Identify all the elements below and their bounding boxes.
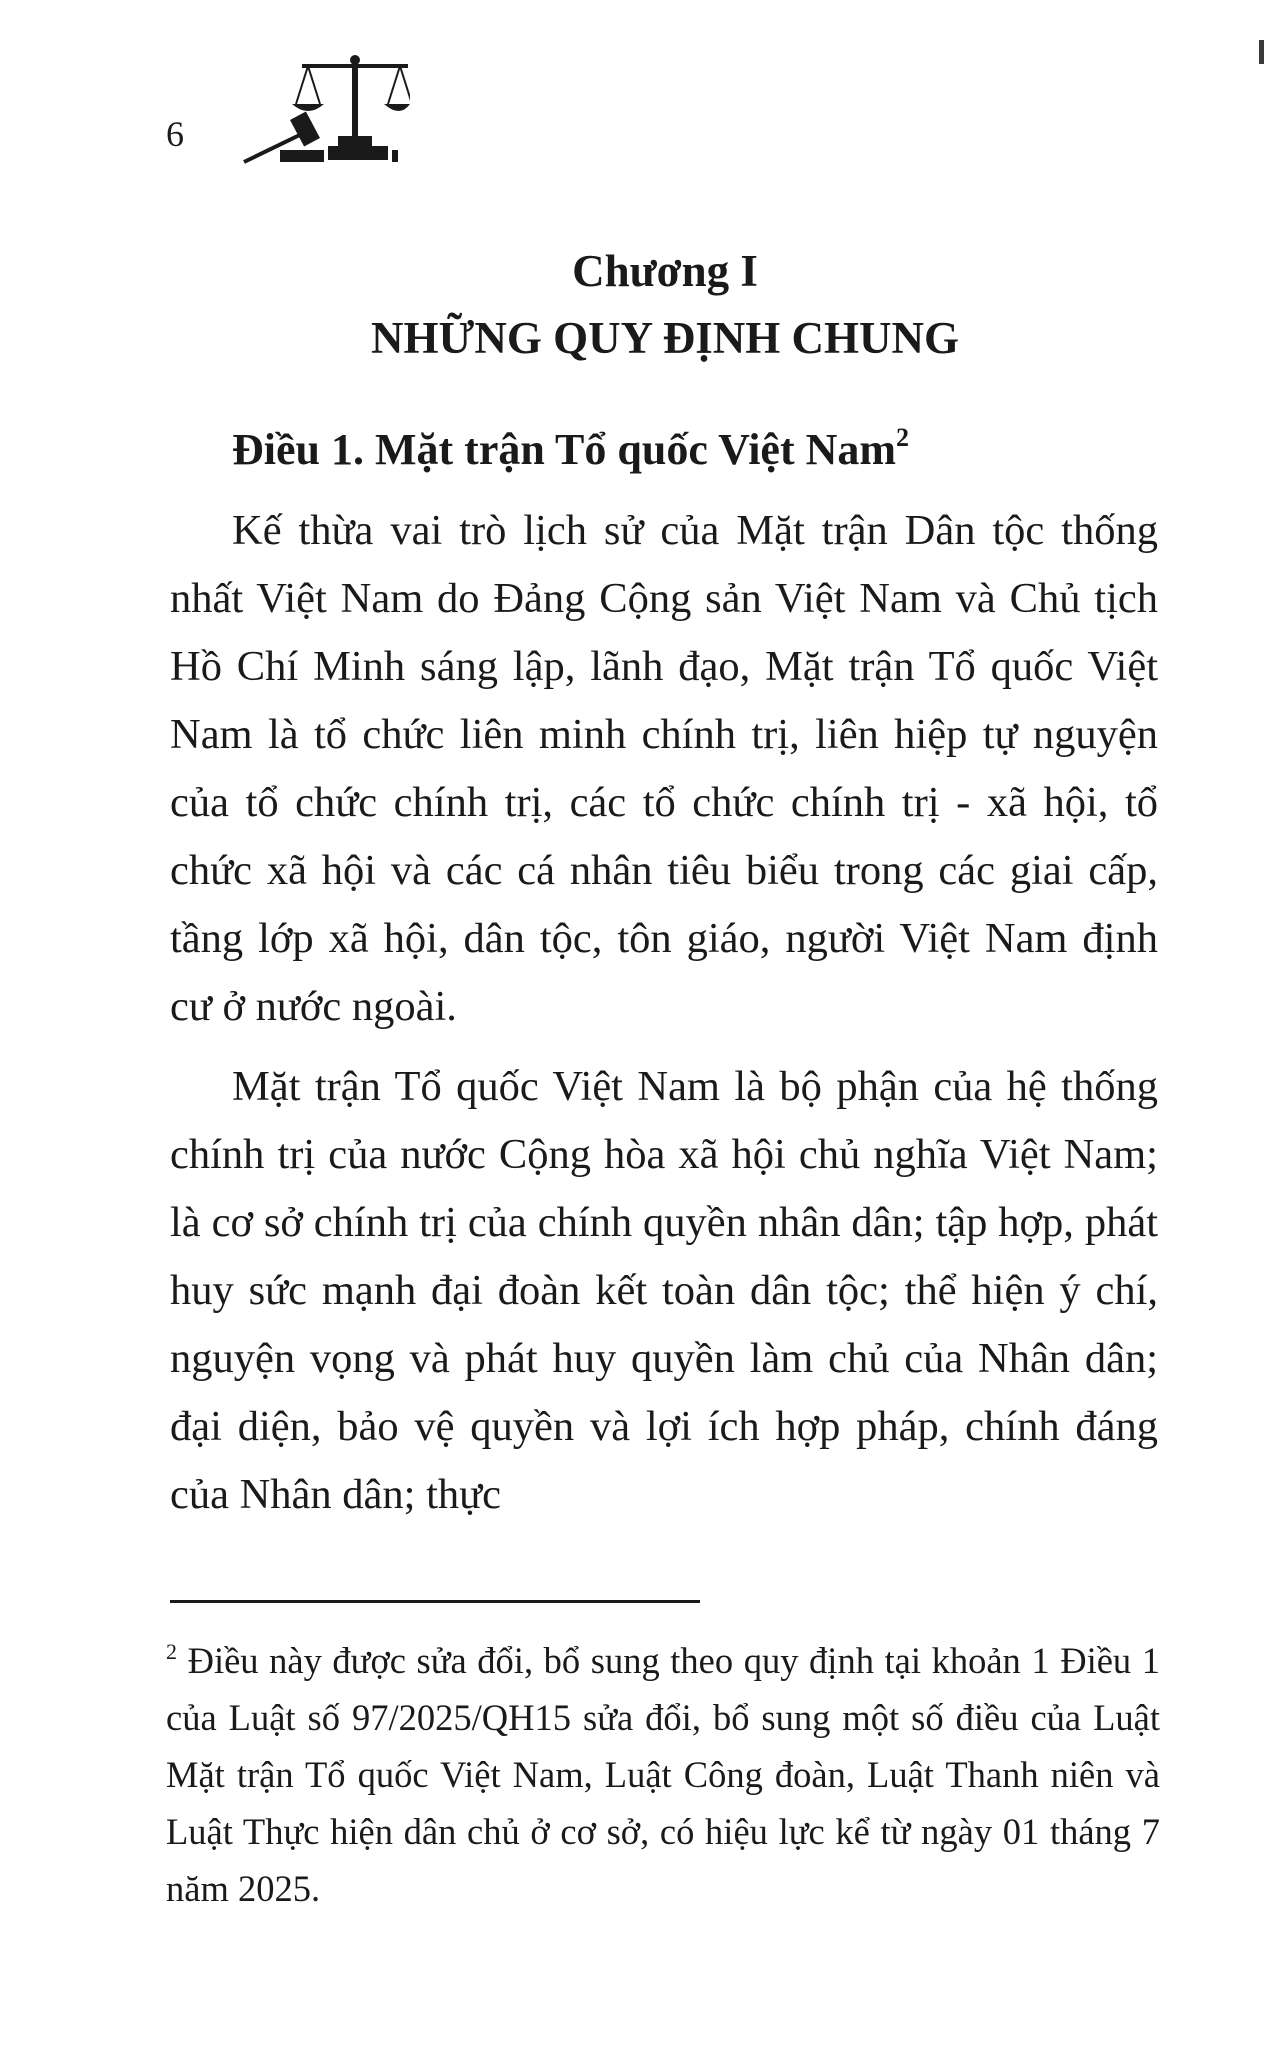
chapter-title: Chương I (572, 246, 758, 296)
footnote-text: Điều này được sửa đổi, bổ sung theo quy định tại khoản 1 Điều 1 của Luật số 97/2025/QH15 sửa đổi, bổ sung một số điều của Luật Mặt trận Tổ quốc Việt Nam, Luật Công đoàn, Luật Thanh niên và Luật Thực hiện dân chủ ở cơ sở, có hiệu lực kể từ ngày 01 tháng 7 năm 2025. (166, 1640, 1160, 1909)
page-number: 6 (166, 114, 184, 154)
scan-edge-mark (1259, 40, 1264, 64)
footnote (166, 1632, 1160, 1917)
article-paragraph-1: Kế thừa vai trò lịch sử của Mặt trận Dân tộc thống nhất Việt Nam do Đảng Cộng sản Việt Nam và Chủ tịch Hồ Chí Minh sáng lập, lãnh đạo, Mặt trận Tổ quốc Việt Nam là tổ chức liên minh chính trị, liên hiệp tự nguyện của tổ chức chính trị, các tổ chức chính trị - xã hội, tổ chức xã hội và các cá nhân tiêu biểu trong các giai cấp, tầng lớp xã hội, dân tộc, tôn giáo, người Việt Nam định cư ở nước ngoài. (170, 507, 1158, 1030)
article-heading (232, 424, 909, 477)
article-paragraph-2: Mặt trận Tổ quốc Việt Nam là bộ phận của hệ thống chính trị của nước Cộng hòa xã hội chủ nghĩa Việt Nam; là cơ sở chính trị của chính quyền nhân dân; tập hợp, phát huy sức mạnh đại đoàn kết toàn dân tộc; thể hiện ý chí, nguyện vọng và phát huy quyền làm chủ của Nhân dân; đại diện, bảo vệ quyền và lợi ích hợp pháp, chính đáng của Nhân dân; thực (170, 1063, 1158, 1518)
article-heading-text: Điều 1. Mặt trận Tổ quốc Việt Nam (232, 425, 897, 474)
footnote-marker: 2 (166, 1639, 177, 1664)
footnote-divider (170, 1600, 700, 1603)
chapter-subtitle: NHỮNG QUY ĐỊNH CHUNG (371, 313, 959, 363)
footnote-reference: 2 (896, 423, 910, 452)
scales-of-justice-gavel-icon (240, 52, 410, 167)
